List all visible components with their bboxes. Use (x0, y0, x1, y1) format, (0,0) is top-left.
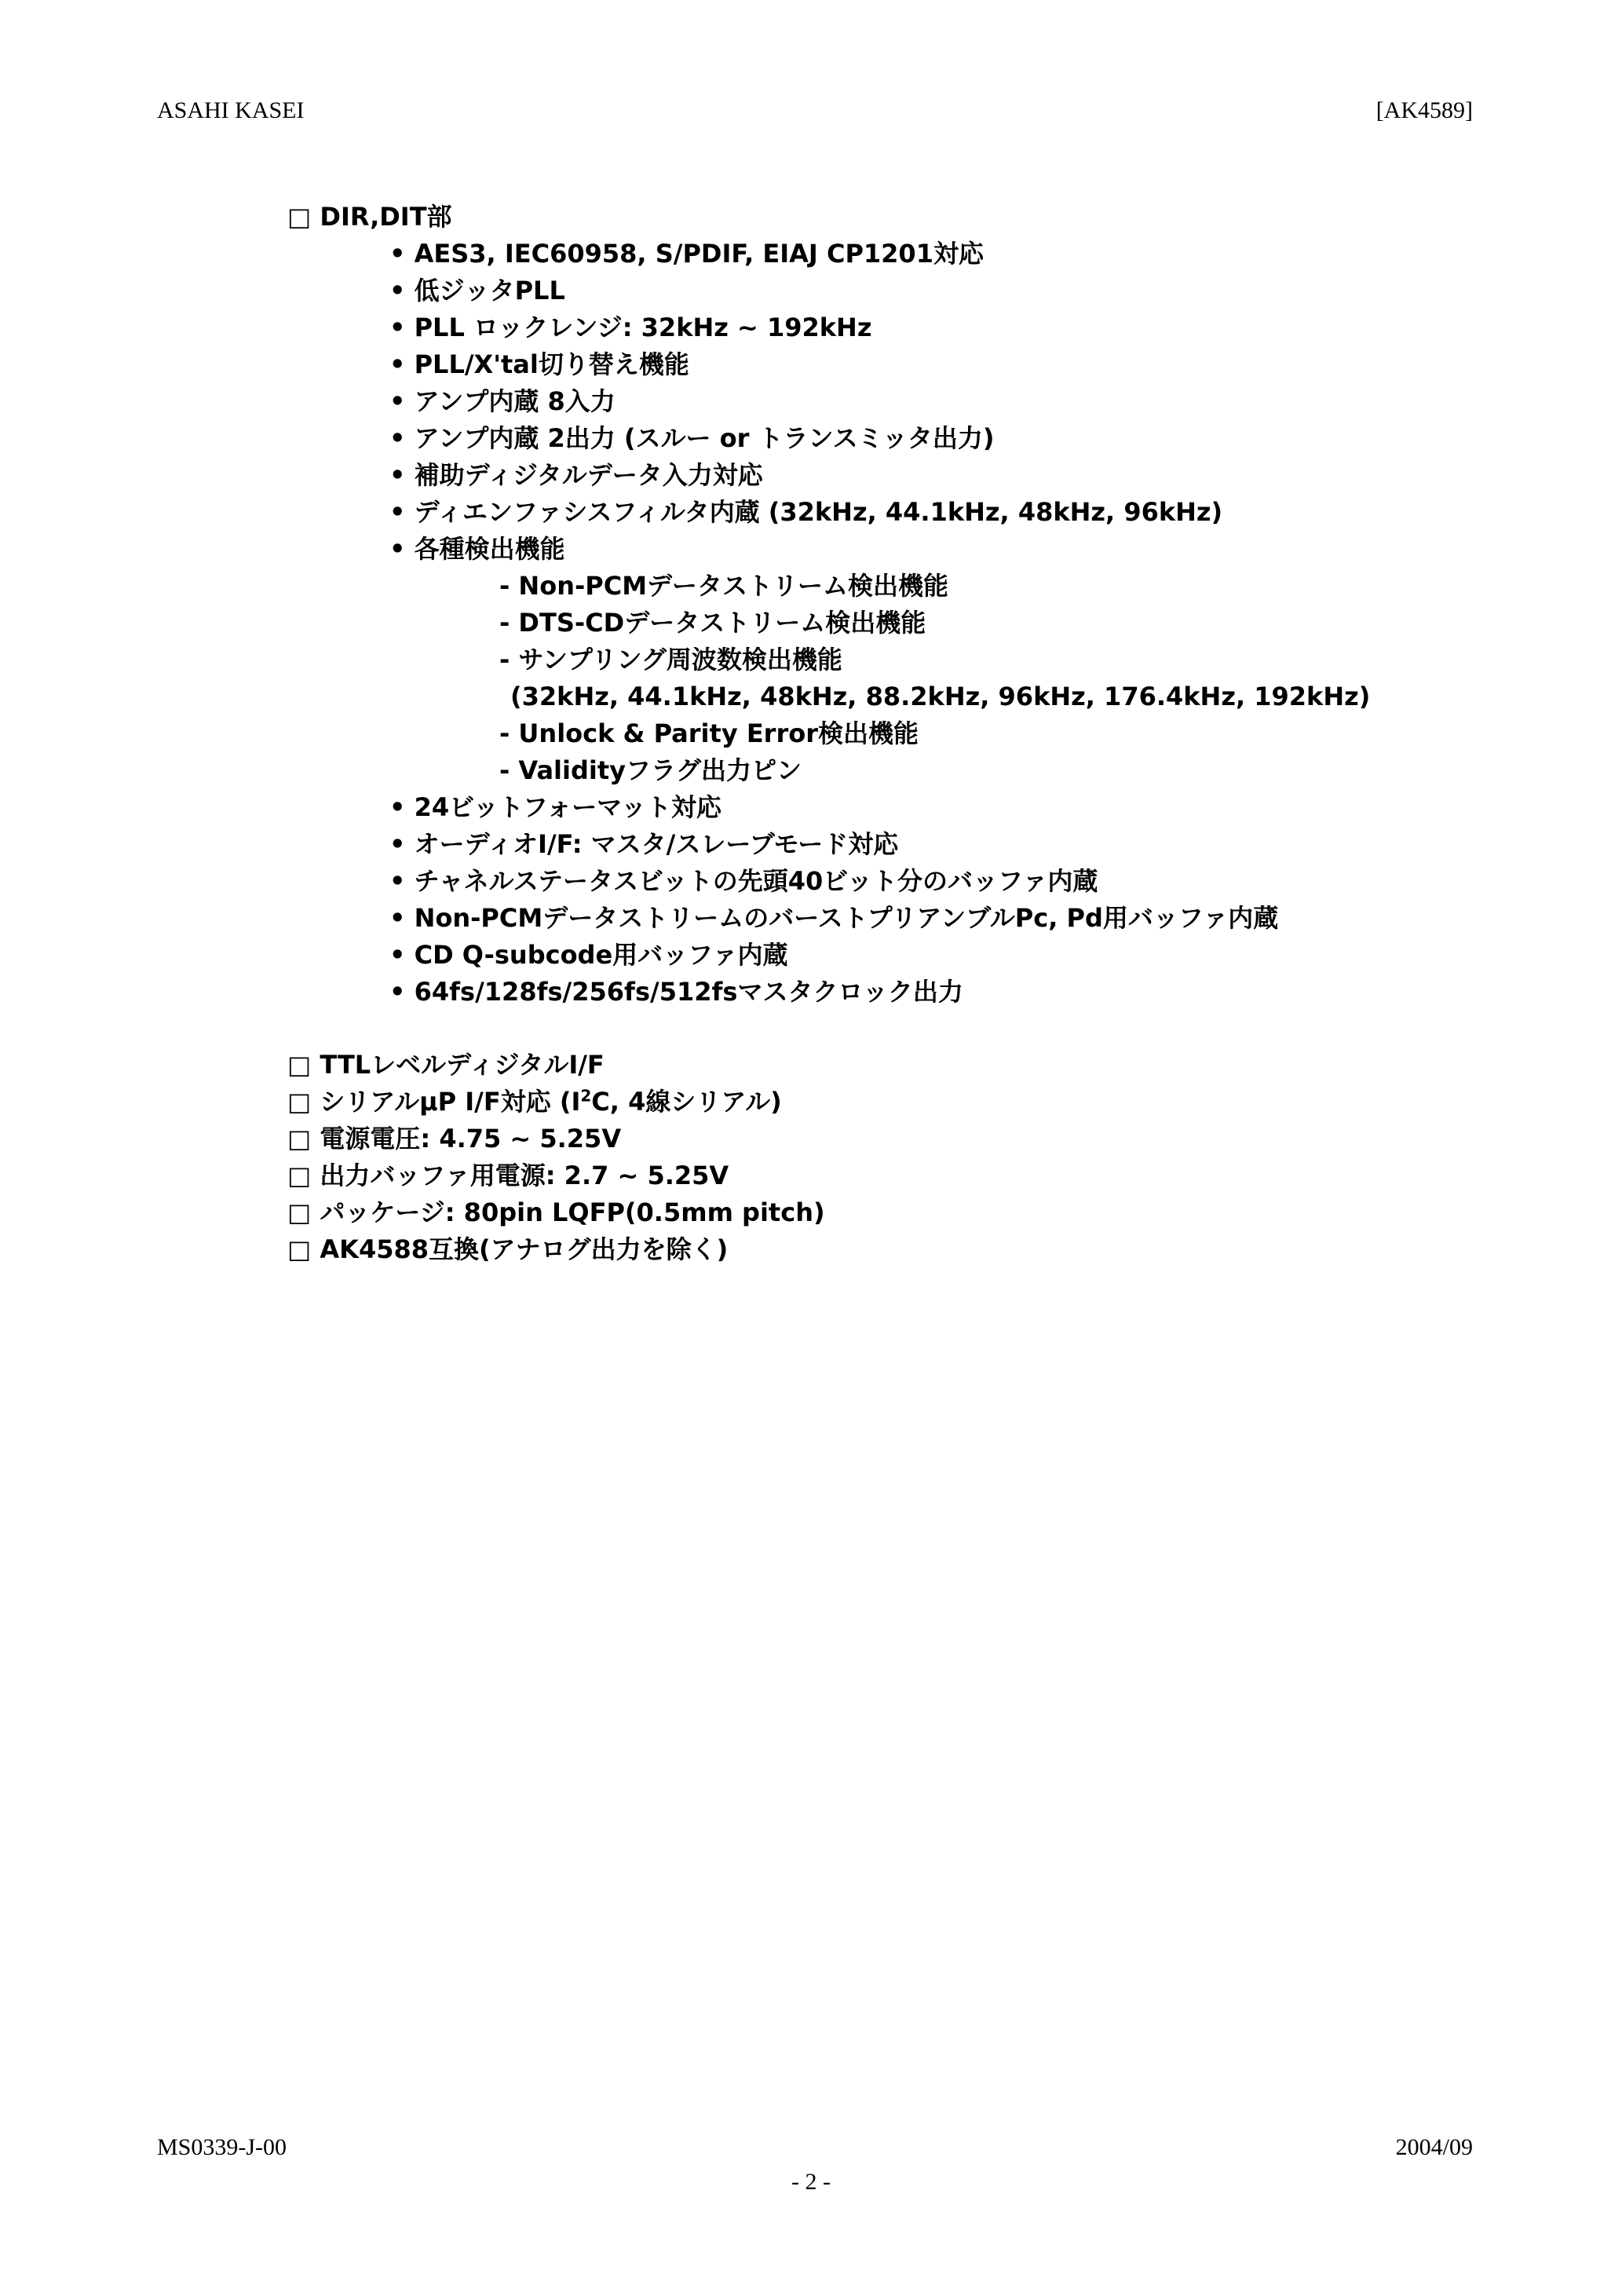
feature-package: □ パッケージ: 80pin LQFP(0.5mm pitch) (287, 1197, 825, 1227)
feature-serial-text: □ シリアルμP I/F対応 (I (287, 1087, 581, 1117)
list-item: • 低ジッタPLL (389, 276, 565, 305)
footer-date: 2004/09 (1395, 2134, 1473, 2160)
superscript: 2 (580, 1086, 592, 1106)
list-item: • PLL/X'tal切り替え機能 (389, 349, 689, 379)
list-item: • CD Q-subcode用バッファ内蔵 (389, 940, 788, 970)
footer-doc-id: MS0339-J-00 (157, 2134, 287, 2160)
feature-ttl: □ TTLレベルディジタルI/F (287, 1050, 605, 1080)
list-item: • PLL ロックレンジ: 32kHz ~ 192kHz (389, 313, 872, 342)
list-item: • Non-PCMデータストリームのバーストプリアンブルPc, Pd用バッファ内蔵 (389, 903, 1279, 933)
detection-item: - サンプリング周波数検出機能 (499, 645, 842, 675)
detection-item: (32kHz, 44.1kHz, 48kHz, 88.2kHz, 96kHz, 176.4kHz, 192kHz) (510, 682, 1371, 711)
detection-item: - Unlock & Parity Error検出機能 (499, 718, 919, 748)
list-item: • アンプ内蔵 8入力 (389, 386, 616, 416)
detection-item: - DTS-CDデータストリーム検出機能 (499, 608, 926, 638)
header-company: ASAHI KASEI (157, 97, 305, 123)
list-item: • オーディオI/F: マスタ/スレーブモード対応 (389, 829, 899, 859)
list-item: • 24ビットフォーマット対応 (389, 792, 722, 822)
list-item: • アンプ内蔵 2出力 (スルー or トランスミッタ出力) (389, 423, 995, 453)
detection-item: - Non-PCMデータストリーム検出機能 (499, 571, 949, 601)
section-heading: □ DIR,DIT部 (287, 202, 452, 232)
feature-power: □ 電源電圧: 4.75 ~ 5.25V (287, 1124, 622, 1153)
list-item: • AES3, IEC60958, S/PDIF, EIAJ CP1201対応 (389, 239, 984, 269)
feature-compat: □ AK4588互換(アナログ出力を除く) (287, 1234, 729, 1264)
feature-buffer-power: □ 出力バッファ用電源: 2.7 ~ 5.25V (287, 1161, 729, 1190)
detection-item: - Validityフラグ出力ピン (499, 755, 802, 785)
list-item: • 補助ディジタルデータ入力対応 (389, 460, 763, 490)
feature-serial-text-end: C, 4線シリアル) (591, 1087, 782, 1117)
feature-serial (287, 1086, 782, 1117)
list-item: • ディエンファシスフィルタ内蔵 (32kHz, 44.1kHz, 48kHz, 96kHz) (389, 497, 1223, 527)
page-number: - 2 - (791, 2169, 831, 2195)
list-item: • チャネルステータスビットの先頭40ビット分のバッファ内蔵 (389, 866, 1098, 896)
list-item: • 64fs/128fs/256fs/512fsマスタクロック出力 (389, 977, 963, 1007)
list-item: • 各種検出機能 (389, 534, 565, 564)
header-part-number: [AK4589] (1375, 97, 1473, 123)
